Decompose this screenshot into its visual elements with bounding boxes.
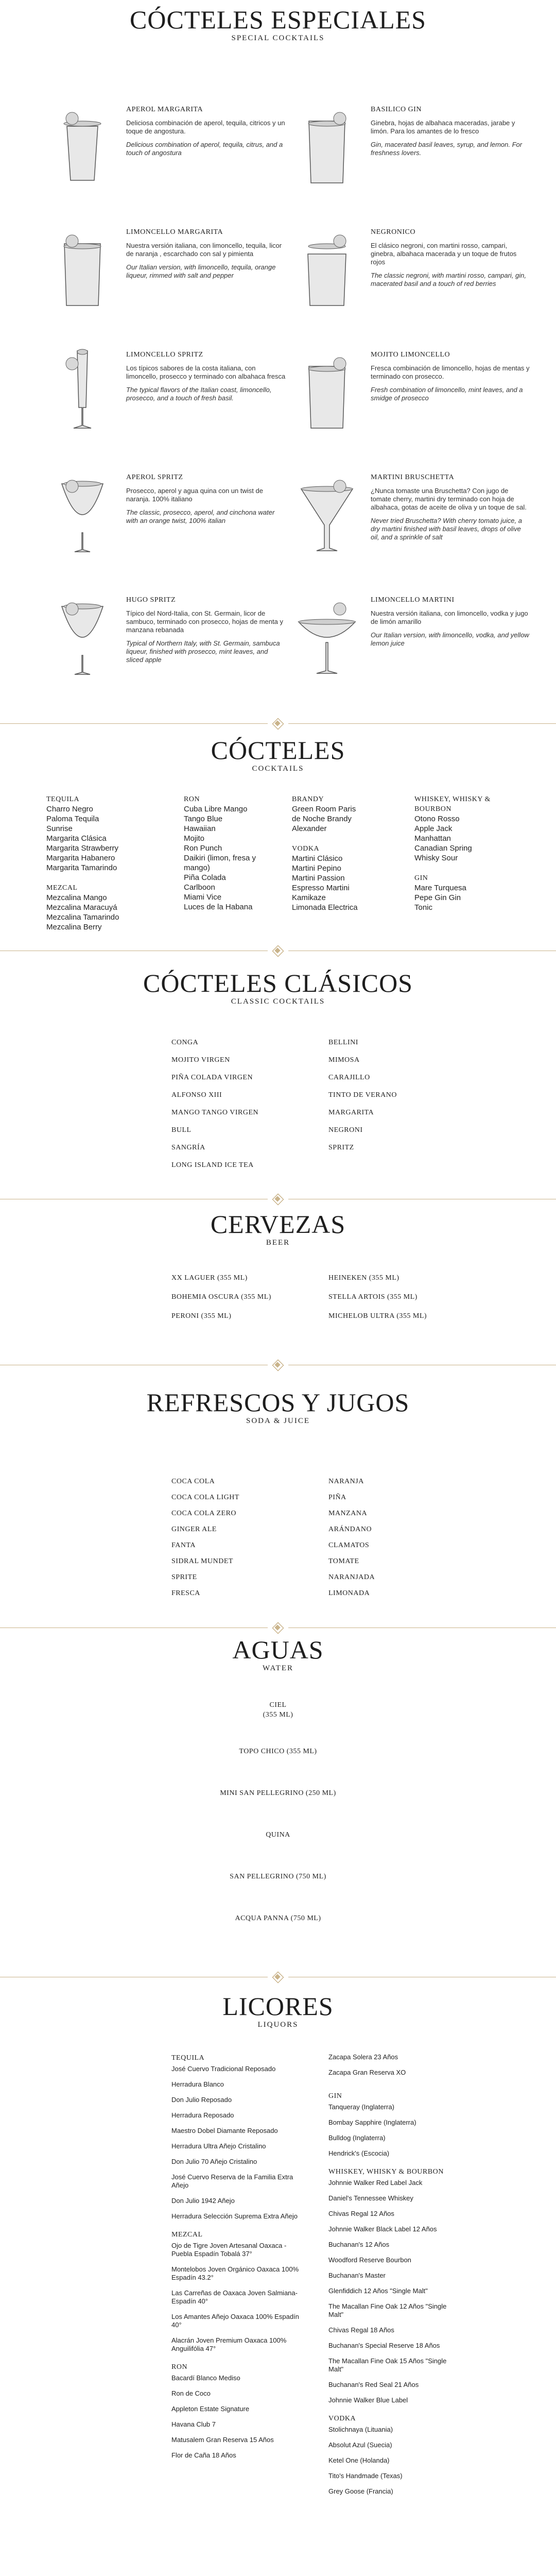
menu-item: Whisky Sour [414,854,458,862]
menu-item: Daniel's Tennessee Whiskey [328,2194,413,2202]
ron-list [184,804,261,912]
soda-title: REFRESCOS Y JUGOS [146,1388,410,1417]
special-cocktail-description-en: Fresh combination of limoncello, mint leaves, and a smidge of prosecco [371,386,523,402]
section-divider [0,946,556,956]
special-cocktail-item [293,90,535,209]
section-divider [0,1623,556,1633]
menu-item: PIÑA COLADA VIRGEN [171,1074,253,1081]
liquor-mezcal-heading: MEZCAL [171,2231,203,2239]
liquor-title-block [0,1993,556,2029]
menu-item: XX LAGUER (355 ML) [171,1274,248,1282]
menu-item: BULL [171,1126,192,1134]
liquor-col-left [171,2053,300,2467]
water-item: QUINA [266,1831,290,1839]
menu-item: Daikiri (limon, fresa y mango) [184,854,256,872]
water-item: (355 ML) [263,1711,293,1719]
menu-item: FANTA [171,1541,196,1549]
menu-item: Herradura Blanco [171,2080,224,2088]
liquor-vodka-heading: VODKA [328,2415,356,2422]
beer-left-list [171,1268,316,1326]
water-subtitle: WATER [263,1664,293,1672]
special-cocktail-name: LIMONCELLO MARGARITA [126,228,223,236]
special-cocktail-text [371,351,530,402]
menu-item: Mezcalina Tamarindo [46,913,119,922]
menu-item: Miami Vice [184,893,222,902]
special-cocktail-text [126,473,286,525]
menu-item: Alexander [292,824,327,833]
menu-item: LONG ISLAND ICE TEA [171,1161,254,1169]
liquor-gin-list [328,2103,457,2158]
menu-item: Chivas Regal 12 Años [328,2210,394,2217]
classic-right-list [328,1034,462,1157]
gin-heading: GIN [414,874,428,882]
menu-item: TOMATE [328,1557,359,1565]
special-cocktail-name: APEROL MARGARITA [126,106,203,113]
menu-item: PERONI (355 ML) [171,1312,232,1320]
cocktail-illustration-icon [293,335,360,433]
special-cocktail-name: LIMONCELLO MARTINI [371,596,455,604]
menu-item: Grey Goose (Francia) [328,2487,393,2495]
cocktails-title-block [0,737,556,773]
menu-item: Limonada Electrica [292,903,358,912]
menu-item: Hendrick's (Escocia) [328,2149,390,2157]
special-cocktail-description-en: Never tried Bruschetta? With cherry tomato juice, a dry martini finished with basil leaves, drops of olive oil, and a sprinkle of salt [371,517,522,541]
special-cocktail-item [293,581,535,699]
menu-item: Piña Colada [184,873,226,882]
menu-item: Havana Club 7 [171,2420,216,2428]
menu-item: NEGRONI [328,1126,363,1134]
beer-title-block [0,1211,556,1247]
mezcal-heading: MEZCAL [46,884,78,892]
menu-item: Absolut Azul (Suecia) [328,2441,392,2449]
special-cocktail-name: HUGO SPRITZ [126,596,176,604]
menu-item: PIÑA [328,1494,346,1501]
menu-item: SIDRAL MUNDET [171,1557,233,1565]
menu-item: Sunrise [46,824,73,833]
classic-title-block [0,970,556,1006]
menu-item: BELLINI [328,1039,358,1046]
liquor-gin-heading: GIN [328,2092,342,2100]
menu-item: Margarita Habanero [46,854,115,862]
menu-item: Johnnie Walker Black Label 12 Años [328,2225,437,2233]
menu-item: Pepe Gin Gin [414,893,461,902]
section-divider [0,1972,556,1982]
special-cocktail-description-en: Our Italian version, with limoncello, vodka, and yellow lemon juice [371,631,529,647]
menu-item: Mezcalina Mango [46,893,107,902]
menu-item: Margarita Tamarindo [46,863,117,872]
special-cocktail-description-es: Deliciosa combinación de aperol, tequila, citricos y un toque de angostura. [126,119,285,135]
menu-item: Mezcalina Berry [46,923,102,931]
menu-item: Luces de la Habana [184,903,253,911]
menu-item: Don Julio Reposado [171,2096,232,2104]
menu-item: Margarita Clásica [46,834,107,843]
special-cocktail-text [371,473,530,541]
menu-item: Martini Clásico [292,854,343,863]
special-cocktail-description-es: Prosecco, aperol y agua quina con un twist de naranja. 100% italiano [126,487,263,503]
menu-item: Mezcalina Maracuyá [46,903,117,912]
water-item: CIEL [269,1701,287,1709]
menu-item: COCA COLA LIGHT [171,1494,239,1501]
liquor-col-right [328,2053,457,2503]
menu-item: José Cuervo Reserva de la Familia Extra Añejo [171,2173,293,2189]
mezcal-list [46,893,149,932]
special-cocktail-description-en: Typical of Northern Italy, with St. Germain, sambuca liqueur, finished with prosecco, mint leaves, and sliced apple [126,639,280,664]
brandy-heading: BRANDY [292,795,324,803]
soda-left-list [171,1473,305,1601]
special-cocktail-text [126,596,286,664]
menu-item: Ketel One (Holanda) [328,2456,390,2464]
special-cocktail-text [371,228,530,288]
menu-item: Bacardí Blanco Mediso [171,2374,240,2382]
menu-item: HEINEKEN (355 ML) [328,1274,399,1282]
special-cocktail-item [49,458,291,577]
menu-item: Zacapa Solera 23 Años [328,2053,398,2061]
menu-item: LIMONADA [328,1589,370,1597]
liquor-whiskey-list [328,2179,457,2404]
cocktail-illustration-icon [49,581,116,679]
menu-item: Martini Passion [292,874,345,883]
menu-item: NARANJA [328,1478,364,1485]
menu-item: Ron Punch [184,844,222,853]
cocktail-illustration-icon [293,581,360,679]
special-cocktail-text [126,351,286,402]
menu-item: Los Amantes Añejo Oaxaca 100% Espadín 40° [171,2313,299,2329]
cocktails-col-2 [184,794,261,912]
special-cocktail-description-es: El clásico negroni, con martini rosso, campari, ginebra, albahaca macerada y un toque de frutos rojos [371,242,517,266]
menu-item: GINGER ALE [171,1526,217,1533]
menu-item: Margarita Strawberry [46,844,119,853]
menu-item: Chivas Regal 18 Años [328,2326,394,2334]
menu-item: NARANJADA [328,1573,375,1581]
liquor-vodka-list [328,2426,457,2496]
menu-item: ALFONSO XIII [171,1091,222,1099]
classic-left-list [171,1034,305,1174]
special-cocktail-description-en: Delicious combination of aperol, tequila, citrus, and a touch of angostura [126,141,283,157]
cocktail-illustration-icon [293,90,360,188]
menu-item: Buchanan's Special Reserve 18 Años [328,2342,440,2349]
liquor-ron-heading: RON [171,2363,188,2371]
water-title: AGUAS [232,1635,324,1664]
menu-item: Appleton Estate Signature [171,2405,250,2413]
special-cocktail-description-es: Nuestra versión italiana, con limoncello, vodka y jugo de limón amarillo [371,609,528,625]
special-cocktail-text [371,596,530,648]
menu-item: Stolichnaya (Lituania) [328,2426,393,2433]
special-cocktail-name: MOJITO LIMONCELLO [371,351,450,359]
cocktails-title: CÓCTELES [211,736,345,765]
menu-item: Herradura Selección Suprema Extra Añejo [171,2212,298,2220]
special-cocktail-text [371,106,530,157]
menu-item: Buchanan's Red Seal 21 Años [328,2381,419,2388]
menu-item: Zacapa Gran Reserva XO [328,2069,406,2076]
menu-item: CLAMATOS [328,1541,370,1549]
menu-item: Tanqueray (Inglaterra) [328,2103,394,2111]
specials-title: CÓCTELES ESPECIALES [130,5,426,34]
menu-item: Mojito [184,834,205,843]
liquor-tequila-heading: TEQUILA [171,2054,205,2062]
beer-title: CERVEZAS [210,1210,346,1239]
menu-item: Woodford Reserve Bourbon [328,2256,411,2264]
special-cocktail-description-es: Fresca combinación de limoncello, hojas de mentas y terminado con prosecco. [371,364,530,380]
cocktails-col-1 [46,794,149,932]
specials-subtitle: SPECIAL COCKTAILS [231,34,325,42]
special-cocktail-description-en: The typical flavors of the Italian coast, limoncello, prosecco, and a touch of fresh basil. [126,386,272,402]
brandy-list [292,804,385,834]
special-cocktail-item [49,90,291,209]
menu-item: MIMOSA [328,1056,360,1064]
ron-heading: RON [184,795,200,803]
menu-item: ARÁNDANO [328,1526,372,1533]
menu-item: SPRITE [171,1573,197,1581]
tequila-heading: TEQUILA [46,795,80,803]
beer-right-list [328,1268,473,1326]
water-item: MINI SAN PELLEGRINO (250 ML) [220,1789,336,1797]
menu-item: Apple Jack [414,824,453,833]
cocktails-subtitle: COCKTAILS [252,765,304,773]
menu-item: Matusalem Gran Reserva 15 Años [171,2436,274,2444]
special-cocktail-item [49,581,291,699]
whiskey-heading: WHISKEY, WHISKY & BOURBON [414,795,491,813]
menu-item: Ron de Coco [171,2389,211,2397]
special-cocktail-text [126,228,286,280]
special-cocktail-description-es: Ginebra, hojas de albahaca maceradas, jarabe y limón. Para los amantes de lo fresco [371,119,515,135]
special-cocktail-item [49,213,291,331]
menu-item: Herradura Ultra Añejo Cristalino [171,2142,266,2150]
menu-item: Cuba Libre Mango [184,805,248,814]
menu-item: Johnnie Walker Red Label Jack [328,2179,423,2187]
menu-item: MICHELOB ULTRA (355 ML) [328,1312,427,1320]
menu-item: Herradura Reposado [171,2111,234,2119]
water-item: TOPO CHICO (355 ML) [239,1748,317,1755]
water-title-block [0,1636,556,1673]
cocktails-col-3 [292,794,385,912]
menu-item: CONGA [171,1039,199,1046]
tequila-list [46,804,149,873]
special-cocktail-name: LIMONCELLO SPRITZ [126,351,203,359]
menu-item: The Macallan Fine Oak 12 Años "Single Malt" [328,2302,447,2318]
menu-item: COCA COLA ZERO [171,1510,237,1517]
special-cocktail-description-en: The classic, prosecco, aperol, and cinchona water with an orange twist, 100% italian [126,509,275,524]
cocktail-illustration-icon [49,213,116,311]
menu-item: Las Carreñas de Oaxaca Joven Salmiana-Espadín 40° [171,2289,298,2305]
special-cocktail-description-es: Los típicos sabores de la costa italiana, con limoncello, prosecco y terminado con albahaca fresca [126,364,286,380]
beer-subtitle: BEER [266,1239,290,1247]
menu-item: Ojo de Tigre Joven Artesanal Oaxaca - Puebla Espadín Tobalá 37° [171,2242,287,2258]
liquor-subtitle: LIQUORS [257,2021,299,2029]
special-cocktail-description-es: Nuestra versión italiana, con limoncello, tequila, licor de naranja , escarchado con sal y pimienta [126,242,282,258]
special-cocktail-name: APEROL SPRITZ [126,473,183,481]
menu-item: MANZANA [328,1510,368,1517]
menu-item: Buchanan's Master [328,2272,386,2279]
cocktail-illustration-icon [49,90,116,188]
menu-item: Buchanan's 12 Años [328,2241,390,2248]
special-cocktail-text [126,106,286,157]
menu-item: Charro Negro [46,805,93,814]
menu-item: Flor de Caña 18 Años [171,2451,236,2459]
soda-title-block [0,1389,556,1426]
menu-item: STELLA ARTOIS (355 ML) [328,1293,418,1301]
menu-item: BOHEMIA OSCURA (355 ML) [171,1293,271,1301]
menu-item: Paloma Tequila [46,815,99,823]
soda-right-list [328,1473,462,1601]
menu-item: Bombay Sapphire (Inglaterra) [328,2119,416,2126]
water-item: ACQUA PANNA (750 ML) [235,1914,321,1922]
section-divider [0,1194,556,1205]
menu-item: Kamikaze [292,893,326,902]
cocktail-illustration-icon [49,458,116,556]
specials-title-block [0,6,556,43]
vodka-heading: VODKA [292,845,320,853]
menu-item: FRESCA [171,1589,200,1597]
menu-item: Green Room Paris [292,805,356,814]
menu-item: The Macallan Fine Oak 15 Años "Single Malt" [328,2357,447,2373]
menu-item: Canadian Spring [414,844,472,853]
cocktail-illustration-icon [293,458,360,556]
liquor-mezcal-list [171,2242,300,2353]
soda-subtitle: SODA & JUICE [246,1417,310,1425]
menu-item: Johnnie Walker Blue Label [328,2396,408,2404]
menu-item: Tonic [414,903,433,912]
section-divider [0,719,556,729]
liquor-title: LICORES [222,1992,334,2021]
menu-item: MOJITO VIRGEN [171,1056,230,1064]
menu-item: Tango Blue [184,815,223,823]
special-cocktail-item [293,335,535,454]
menu-item: MARGARITA [328,1109,374,1116]
menu-item: José Cuervo Tradicional Reposado [171,2065,276,2073]
special-cocktail-name: BASILICO GIN [371,106,422,113]
menu-item: COCA COLA [171,1478,215,1485]
special-cocktail-description-es: Típico del Nord-Italia, con St. Germain, licor de sambuco, terminado con prosecco, hojas de menta y manzana rebanada [126,609,283,634]
section-divider [0,1360,556,1370]
special-cocktail-name: MARTINI BRUSCHETTA [371,473,455,481]
menu-item: Otono Rosso [414,815,460,823]
menu-item: Maestro Dobel Diamante Reposado [171,2127,278,2134]
cocktail-illustration-icon [49,335,116,433]
menu-item: Montelobos Joven Orgánico Oaxaca 100% Espadín 43.2° [171,2265,299,2281]
cocktail-illustration-icon [293,213,360,311]
special-cocktail-description-en: Our Italian version, with limoncello, tequila, orange liqueur, rimmed with salt and pepper [126,263,276,279]
menu-item: Mare Turquesa [414,884,466,892]
vodka-list [292,854,385,912]
menu-item: SANGRÍA [171,1144,205,1151]
special-cocktail-description-en: The classic negroni, with martini rosso, campari, gin, macerated basil and a touch of red berries [371,272,527,287]
menu-item: de Noche Brandy [292,815,352,823]
menu-item: Glenfiddich 12 Años "Single Malt" [328,2287,428,2295]
menu-item: SPRITZ [328,1144,354,1151]
special-cocktail-item [293,458,535,577]
liquor-tequila-list [171,2065,300,2221]
whiskey-list [414,814,512,863]
menu-item: Alacrán Joven Premium Oaxaca 100% Anguilifólia 47° [171,2336,287,2352]
special-cocktail-name: NEGRONICO [371,228,415,236]
cocktails-col-4 [414,794,512,912]
special-cocktail-item [49,335,291,454]
menu-item: Espresso Martini [292,884,350,892]
menu-item: Don Julio 70 Añejo Cristalino [171,2158,257,2165]
menu-item: Martini Pepino [292,864,341,873]
menu-item: Hawaiian [184,824,216,833]
liquor-ron-continued-list [328,2053,457,2077]
water-item: SAN PELLEGRINO (750 ML) [230,1873,326,1880]
menu-item: Tito's Handmade (Texas) [328,2472,403,2480]
special-cocktail-description-en: Gin, macerated basil leaves, syrup, and lemon. For freshness lovers. [371,141,523,157]
menu-item: Don Julio 1942 Añejo [171,2197,235,2205]
menu-item: Manhattan [414,834,451,843]
classic-title: CÓCTELES CLÁSICOS [143,969,413,997]
menu-item: Bulldog (Inglaterra) [328,2134,386,2142]
classic-subtitle: CLASSIC COCKTAILS [231,997,325,1006]
special-cocktail-item [293,213,535,331]
menu-item: TINTO DE VERANO [328,1091,397,1099]
menu-item: CARAJILLO [328,1074,370,1081]
liquor-ron-list [171,2374,300,2460]
menu-item: Carlboon [184,883,215,892]
special-cocktail-description-es: ¿Nunca tomaste una Bruschetta? Con jugo de tomate cherry, martini dry terminado con hoja de albahaca, gotas de aceite de oliva y un toque de sal. [371,487,527,511]
menu-item: MANGO TANGO VIRGEN [171,1109,259,1116]
liquor-whiskey-heading: WHISKEY, WHISKY & BOURBON [328,2168,444,2176]
gin-list [414,883,512,912]
